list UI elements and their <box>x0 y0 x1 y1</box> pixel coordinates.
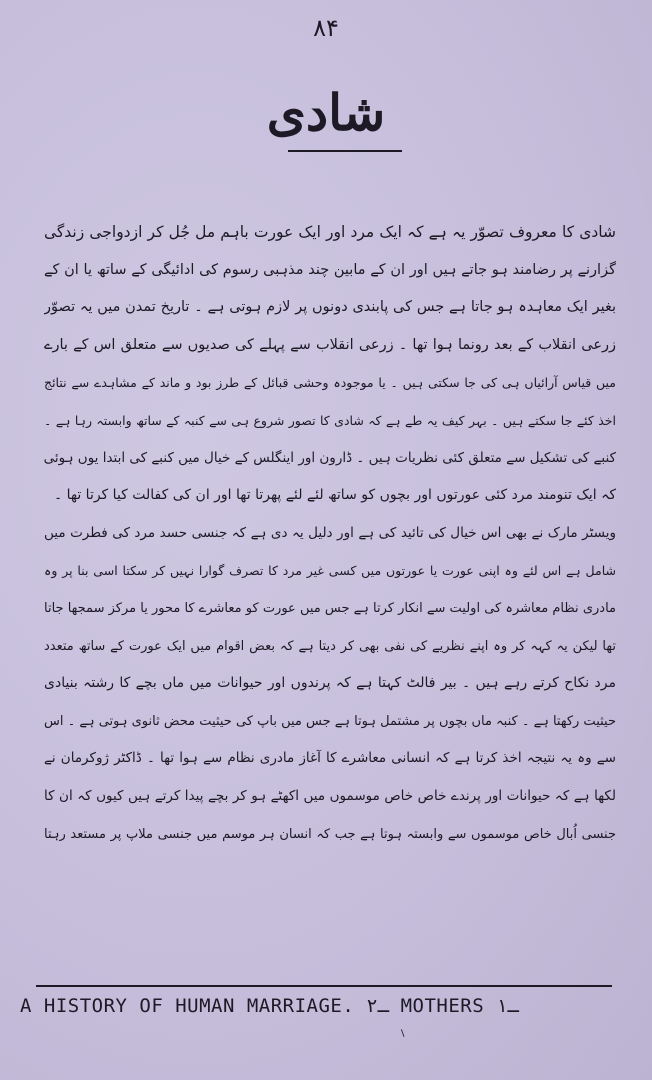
text-line: شادی کا معروف تصوّر یہ ہے کہ ایک مرد اور ایک عورت باہم مل جُل کر ازدواجی زندگی <box>44 223 616 241</box>
text-line: گزارنے پر رضامند ہو جاتے ہیں اور ان کے مابین چند مذہبی رسوم کی ادائیگی کے ساتھ یا ان کے <box>44 261 616 278</box>
text-line: اخذ کئے جا سکتے ہیں ۔ بہر کیف یہ طے ہے کہ شادی کا تصور شروع ہی سے کنبہ کے ساتھ وابستہ رہا ہے ۔ <box>44 412 616 428</box>
text-line: میں قیاس آرائیاں ہی کی جا سکتی ہیں ۔ یا موجودہ وحشی قبائل کے طرز بود و ماند کے مشاہدے سے نتائج <box>44 375 616 391</box>
text-line: ویسٹر مارک نے بھی اس خیال کی تائید کی ہے اور دلیل یہ دی ہے کہ جنسی حسد مرد کی فطرت میں <box>44 524 616 541</box>
footnote: A HISTORY OF HUMAN MARRIAGE. ۲ـ MOTHERS ۱ـ <box>20 995 519 1017</box>
text-line: کنبے کی تشکیل سے متعلق کئی نظریات ہیں ۔ ڈارون اور اینگلس کے خیال میں کنبے کی ابتدا یوں ہوئی <box>44 449 616 466</box>
text-line: مرد نکاح کرتے رہے ہیں ۔ بیر فالٹ کہتا ہے کہ پرندوں اور حیوانات میں ماں بچے کا رشتہ بنیادی <box>44 675 616 692</box>
chapter-title: شادی <box>266 83 386 142</box>
body-paragraph <box>44 214 616 853</box>
text-line: تھا لیکن یہ کہہ کر وہ اپنے نظریے کی نفی بھی کر دیتا ہے کہ بعض اقوام میں ایک عورت کے ساتھ متعدد <box>44 638 616 654</box>
title-underline <box>288 150 402 152</box>
text-line: کہ ایک تنومند مرد کئی عورتوں اور بچوں کو ساتھ لئے لئے پھرتا تھا اور ان کی کفالت کیا کرتا تھا ۔ <box>53 487 616 504</box>
text-line: بغیر ایک معاہدہ ہو جاتا ہے جس کی پابندی دونوں پر لازم ہوتی ہے ۔ تاریخ تمدن میں یہ تصوّر <box>44 299 616 316</box>
text-line: حیثیت رکھتا ہے ۔ کنبہ ماں بچوں پر مشتمل ہوتا ہے جس میں باپ کی حیثیت محض ثانوی ہوتی ہے ۔ اس <box>44 713 616 729</box>
footnote-divider <box>36 985 612 987</box>
page-number: ۸۴ <box>313 14 339 42</box>
text-line: مادری نظام معاشرہ کی اولیت سے انکار کرتا ہے جس میں عورت کو معاشرے کا محور یا مرکز سمجھا جاتا <box>44 600 616 616</box>
text-line: زرعی انقلاب کے بعد رونما ہوا تھا ۔ زرعی انقلاب سے پہلے کی صدیوں سے متعلق اس کے بارے <box>44 336 616 353</box>
text-line: شامل ہے اس لئے وہ اپنی عورت یا عورتوں میں کسی غیر مرد کا تصرف گوارا نہیں کر سکتا اسی بنا پر وہ <box>44 563 616 579</box>
text-line: سے وہ یہ نتیجہ اخذ کرتا ہے کہ انسانی معاشرے کا آغاز مادری نظام سے ہوا تھا ۔ ڈاکٹر ژوکرمان نے <box>44 750 616 767</box>
text-line: لکھا ہے کہ حیوانات اور پرندے خاص خاص موسموں میں اکھٹے ہو کر بچے پیدا کرتے ہیں کیوں کہ ان کا <box>44 787 616 804</box>
text-line: جنسی اُبال خاص موسموں سے وابستہ ہوتا ہے جب کہ انسان ہر موسم میں جنسی ملاپ پر مستعد رہتا <box>44 826 616 842</box>
ink-mark <box>401 1027 410 1037</box>
